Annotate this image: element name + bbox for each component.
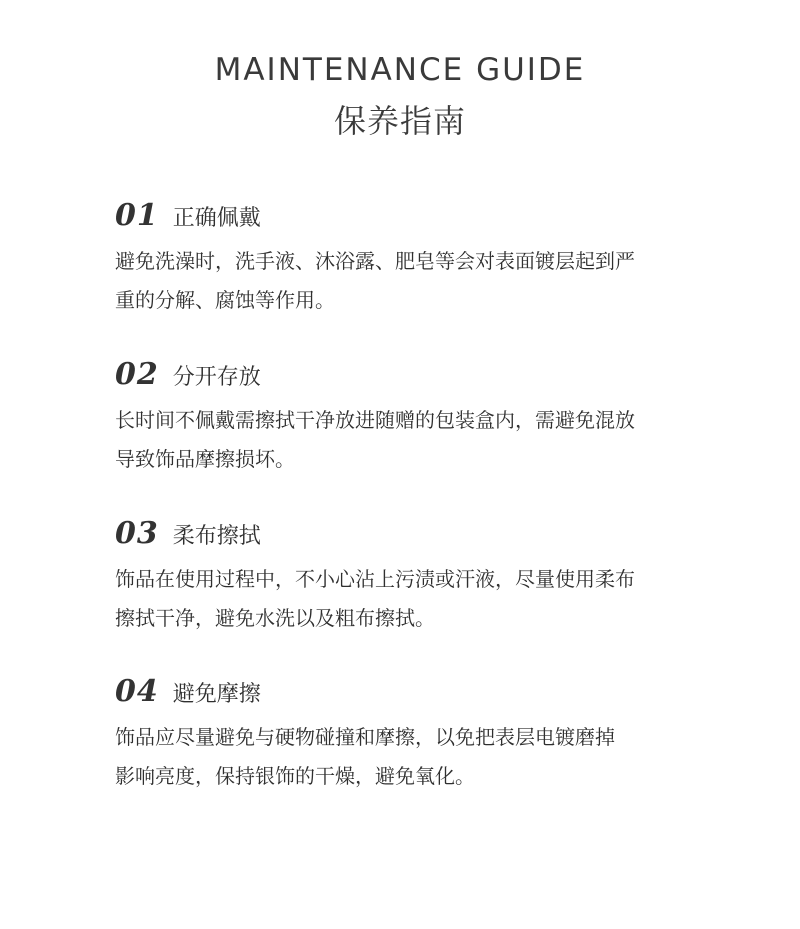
- section-body: [115, 242, 690, 320]
- section-title: 分开存放: [172, 365, 261, 390]
- section-body-line: 导致饰品摩擦损坏。: [115, 447, 295, 471]
- section-heading: [115, 357, 715, 393]
- section-number: 01: [115, 198, 159, 233]
- section-body-line: 避免洗澡时，洗手液、沐浴露、肥皂等会对表面镀层起到严: [115, 249, 635, 273]
- section-body-line: 重的分解、腐蚀等作用。: [115, 288, 335, 312]
- page-header: [0, 50, 800, 142]
- section-wipe-with-soft-cloth: [115, 516, 715, 638]
- section-heading: [115, 516, 715, 552]
- section-body-line: 饰品应尽量避免与硬物碰撞和摩擦，以免把表层电镀磨掉: [115, 725, 615, 749]
- section-body: [115, 401, 690, 479]
- section-body-line: 饰品在使用过程中，不小心沾上污渍或汗液，尽量使用柔布: [115, 567, 635, 591]
- section-heading: [115, 198, 715, 234]
- section-body-line: 擦拭干净，避免水洗以及粗布擦拭。: [115, 606, 435, 630]
- section-number: 02: [115, 357, 159, 392]
- section-number: 03: [115, 516, 159, 551]
- section-title: 正确佩戴: [172, 206, 261, 231]
- section-body: [115, 560, 690, 638]
- section-store-separately: [115, 357, 715, 479]
- section-avoid-friction: [115, 674, 715, 796]
- section-body: [115, 718, 690, 796]
- section-title: 柔布擦拭: [172, 524, 261, 549]
- section-wear-correctly: [115, 198, 715, 320]
- page-title-chinese: 保养指南: [333, 102, 466, 140]
- section-body-line: 长时间不佩戴需擦拭干净放进随赠的包装盒内，需避免混放: [115, 408, 635, 432]
- section-number: 04: [115, 674, 159, 709]
- section-heading: [115, 674, 715, 710]
- page-title-english: MAINTENANCE GUIDE: [214, 52, 586, 88]
- section-title: 避免摩擦: [172, 682, 261, 707]
- section-body-line: 影响亮度，保持银饰的干燥，避免氧化。: [115, 764, 475, 788]
